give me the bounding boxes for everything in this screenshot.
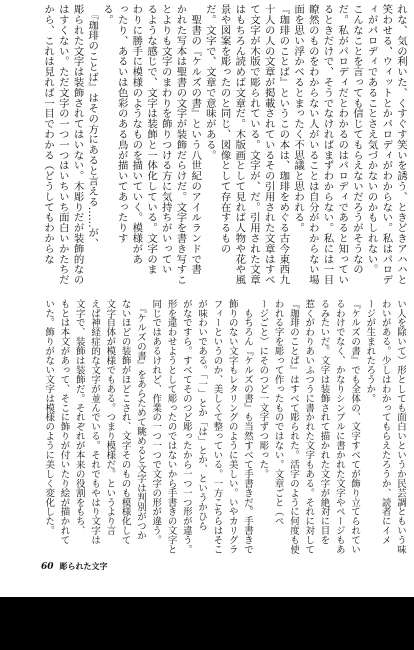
text-column: が味わいである。「一」とか「は」とか、というかひら — [196, 299, 208, 531]
text-column: はすくない。ただ文字の一つ一つはいちいち面白いかたちだ — [56, 4, 69, 285]
text-column: もとは本文があって、そこに飾りが付いたり絵が描かれて — [58, 299, 70, 545]
text-column: 聖書の『ケルズの書』という八世紀のアイルランドで書 — [189, 4, 202, 275]
text-column: 十人の人の文章が掲載されているその引用された文章はすべ — [262, 4, 275, 285]
text-column: るみたいだ。文字は装飾されて描かれた文字が絶対に目を — [318, 299, 330, 545]
text-column: えば神経症的な文字が並んでいる。それでもやはり文字は — [89, 299, 101, 545]
text-column: もちろん『ケルズの書』も当然すべて手書きだ。手書きで — [242, 299, 254, 555]
page-footer — [41, 561, 108, 575]
text-column: ージが生まれたろうか。 — [364, 299, 376, 403]
running-title: 彫られた文字 — [59, 561, 108, 571]
text-column: 文字自体が模様でもある。つまり模様だ。というより言 — [104, 299, 116, 536]
text-column: ージごと）にそのつど一文字ずつ彫った。 — [257, 299, 269, 479]
text-column: こんなことを言っても信じてもらえないだろうがそうなの — [350, 4, 363, 275]
text-column: ィがパロディであることさえ気づかないのかもしれない。 — [365, 4, 378, 275]
text-column: 同じではあるけれど、作業の一つ一つで文字の形が違う。 — [150, 299, 162, 545]
text-column: から、これは見れば一目でわかる（どうしてもわからな — [42, 4, 55, 264]
text-column: れな、気の利いた、くすぐす笑いを誘う、ときどきアハハと — [395, 4, 407, 285]
text-column: ないほどの装飾がほどこされ、文字そのものも模様化して — [119, 299, 131, 545]
text-column: 笑わせる、ウィットとかパロディがわからない。私はパロデ — [380, 4, 393, 285]
text-column: るような感じで、文字は装飾と一体化している。文字のま — [145, 4, 158, 275]
text-column: わいがある。少しはわかってもらえたろうか、読者にイメ — [379, 299, 391, 545]
scan-border — [0, 597, 414, 650]
text-column: 景や図案を彫ったのと同じ、図像として存在するもの — [218, 4, 231, 254]
text-column: 形を違わせようとして彫ったのではないから手書きの文字と — [165, 299, 177, 555]
text-column: 惹くがわりあいふつうに書かれた文字もある。それに対して — [303, 299, 315, 555]
text-column: るわけでなく、かなりシンプルに書かれた文字やページもあ — [333, 299, 345, 555]
text-column: るときだけで、そうでなければまずわからない。私には一目 — [321, 4, 334, 285]
text-column: 『珈琲のことば』はその方にあると言える……が、 — [86, 4, 99, 249]
text-column: 『珈琲のことば』というこの本は、珈琲をめぐる古今東西九 — [277, 4, 290, 285]
text-column: わりに勝手に模様のようなものを描いていく。模様があ — [130, 4, 143, 264]
text-column: る。 — [100, 4, 113, 25]
text-column: はもちろん読めば文章だ。木版画として見れば人物や花や風 — [233, 4, 246, 285]
upper-text-tier — [36, 4, 408, 288]
text-column: フィーというのか、美しくて整っている。一方こちらはそこ — [211, 299, 223, 555]
text-column: 飾りのない文字もレタリングのように美しい。いやカリグラ — [226, 299, 238, 555]
text-column: だ。私がパロディだとわかるのはパロディであると知ってい — [336, 4, 349, 285]
text-column: かれた写本は聖書の文字が装飾だらけだ。文字を書き写すこ — [174, 4, 187, 285]
text-column: 『ケルズの書』でも全体の、文字すべてが飾り立てられてい — [349, 299, 361, 555]
text-column: 面を思い浮かべるとまったく不思議と思われる。 — [292, 4, 305, 233]
text-column: て文字が木版で彫られている。文字が、だ。引用された文章 — [247, 4, 260, 285]
text-column: 『珈琲のことば』はすべて彫られた。活字のように何度も使 — [287, 299, 299, 555]
text-column: い人を除いて）形としても面白いというか民芸調ともいう味 — [395, 299, 406, 555]
text-column: 文字で、装飾は装飾だ。それぞれが本来の役割をもち、 — [73, 299, 85, 536]
text-column: ったり、あるいは色彩のある鳥が描いてあったりす — [115, 4, 128, 244]
page-number: 60 — [41, 562, 54, 572]
text-column: 瞭然のものをわからない人がいることは自分がわからない場 — [306, 4, 319, 285]
text-column: 『ケルズの書』をあらためて眺めると文字は判別がつか — [134, 299, 146, 540]
text-column: いた。飾りがない文字は模様のように美しく変化した。 — [43, 299, 55, 536]
lower-text-tier — [36, 299, 408, 556]
text-column: がなですら。すべてそのつど彫ったから一つ一つ形が違う。 — [180, 299, 192, 555]
text-column: だ。文字で、文章で意味がある。 — [203, 4, 216, 160]
text-column: とよりも文字のまわりを飾りつける方に気持ちがいってい — [159, 4, 172, 275]
text-column: 彫られた文字は装飾されてはいない。木彫りだが装飾的なの — [71, 4, 84, 285]
text-column: われる字を彫って作ったものではない。文章ごと（ペ — [272, 299, 284, 526]
